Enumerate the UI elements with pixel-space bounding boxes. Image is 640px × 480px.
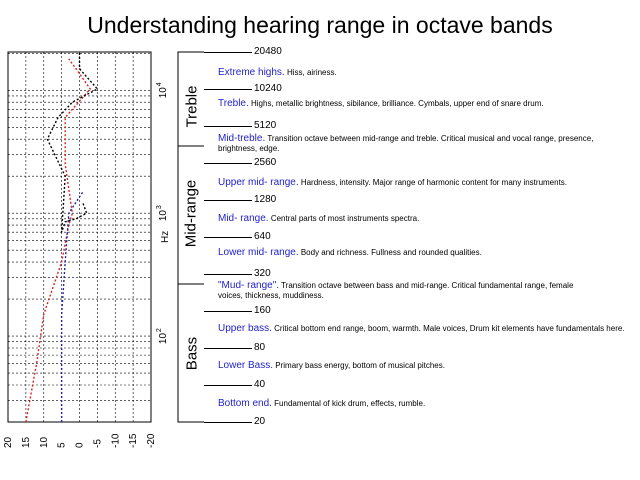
frequency-rule (204, 422, 252, 423)
frequency-rule (204, 200, 252, 201)
x-tick-label: 10 (38, 436, 50, 448)
desc-name: Extreme highs. (218, 67, 285, 78)
frequency-rule (204, 89, 252, 90)
frequency-rule (204, 274, 252, 275)
frequency-label: 1280 (254, 194, 277, 205)
frequency-label: 160 (254, 305, 271, 316)
desc-name: Upper bass. (218, 323, 272, 334)
frequency-rule (204, 385, 252, 386)
desc-lower-mid-range: Lower mid- range. Body and richness. Fullness and rounded qualities. (218, 247, 482, 258)
desc-bottom-end: Bottom end. Fundamental of kick drum, effects, rumble. (218, 398, 426, 409)
frequency-rule (204, 348, 252, 349)
frequency-label: 80 (254, 342, 266, 353)
x-tick-label: 0 (74, 442, 86, 448)
desc-treble: Treble. Highs, metallic brightness, sibilance, brilliance. Cymbals, upper end of snare drum. (218, 98, 544, 109)
band-label-bass: Bass (183, 336, 201, 371)
frequency-label: 10240 (254, 83, 282, 94)
y-tick-label (156, 82, 169, 98)
x-tick-label: -5 (92, 439, 104, 448)
y-tick-label (156, 205, 169, 221)
frequency-rule (204, 163, 252, 164)
band-label-treble: Treble (183, 85, 201, 128)
desc-mud-range: "Mud- range". Transition octave between bass and mid-range. Critical fundamental range, female voices, thickness, muddiness. (218, 280, 574, 300)
frequency-label: 20 (254, 416, 266, 427)
desc-extreme-highs: Extreme highs. Hiss, airiness. (218, 67, 337, 78)
desc-lower-bass: Lower Bass. Primary bass energy, bottom of musical pitches. (218, 360, 445, 371)
series-line-2 (47, 52, 97, 232)
x-tick-label: 20 (3, 436, 14, 448)
frequency-label: 5120 (254, 120, 277, 131)
y-tick-label (156, 328, 169, 344)
desc-upper-bass: Upper bass. Critical bottom end range, boom, warmth. Male voices, Drum kit elements have fundamentals here. (218, 323, 625, 334)
series-line-1 (62, 192, 83, 422)
plot-grid (8, 52, 151, 422)
desc-name: Lower mid- range. (218, 247, 299, 258)
x-axis-ticks (3, 433, 157, 448)
frequency-label: 640 (254, 231, 271, 242)
desc-name: Bottom end. (218, 398, 272, 409)
frequency-label: 40 (254, 379, 266, 390)
x-tick-label: 15 (20, 436, 32, 448)
desc-mid-treble: Mid-treble. Transition octave between mid-range and treble. Critical musical and vocal range, presence, brightness, edge. (218, 133, 594, 153)
y-tick-base: 10 (158, 87, 169, 99)
frequency-label: 2560 (254, 157, 277, 168)
x-tick-label: -10 (110, 433, 122, 448)
desc-mid-range: Mid- range. Central parts of most instruments spectra. (218, 213, 420, 224)
desc-name: Lower Bass. (218, 360, 274, 371)
frequency-rule (204, 52, 252, 53)
y-tick-exponent: 2 (156, 328, 163, 333)
frequency-label: 320 (254, 268, 271, 279)
x-tick-label: 5 (56, 442, 68, 448)
frequency-rule (204, 126, 252, 127)
frequency-rule (204, 311, 252, 312)
desc-name: Upper mid- range. (218, 177, 299, 188)
desc-name: Mid- range. (218, 213, 269, 224)
desc-upper-mid-range: Upper mid- range. Hardness, intensity. Major range of harmonic content for many instruments. (218, 177, 568, 188)
band-label-midrange: Mid-range (182, 179, 200, 248)
y-tick-base: 10 (158, 210, 169, 222)
desc-name: "Mud- range". (218, 280, 280, 291)
desc-name: Mid-treble. (218, 133, 266, 144)
y-axis-label: Hz (160, 230, 171, 243)
y-tick-base: 10 (158, 332, 169, 345)
x-tick-label: -15 (128, 433, 140, 448)
page-title: Understanding hearing range in octave bands (87, 12, 553, 38)
x-tick-label: -20 (146, 433, 157, 448)
y-tick-exponent: 4 (156, 82, 163, 87)
y-tick-exponent: 3 (156, 205, 163, 210)
frequency-rule (204, 237, 252, 238)
desc-name: Treble. (218, 98, 249, 109)
y-axis-ticks (156, 82, 169, 344)
frequency-label: 20480 (254, 46, 282, 57)
